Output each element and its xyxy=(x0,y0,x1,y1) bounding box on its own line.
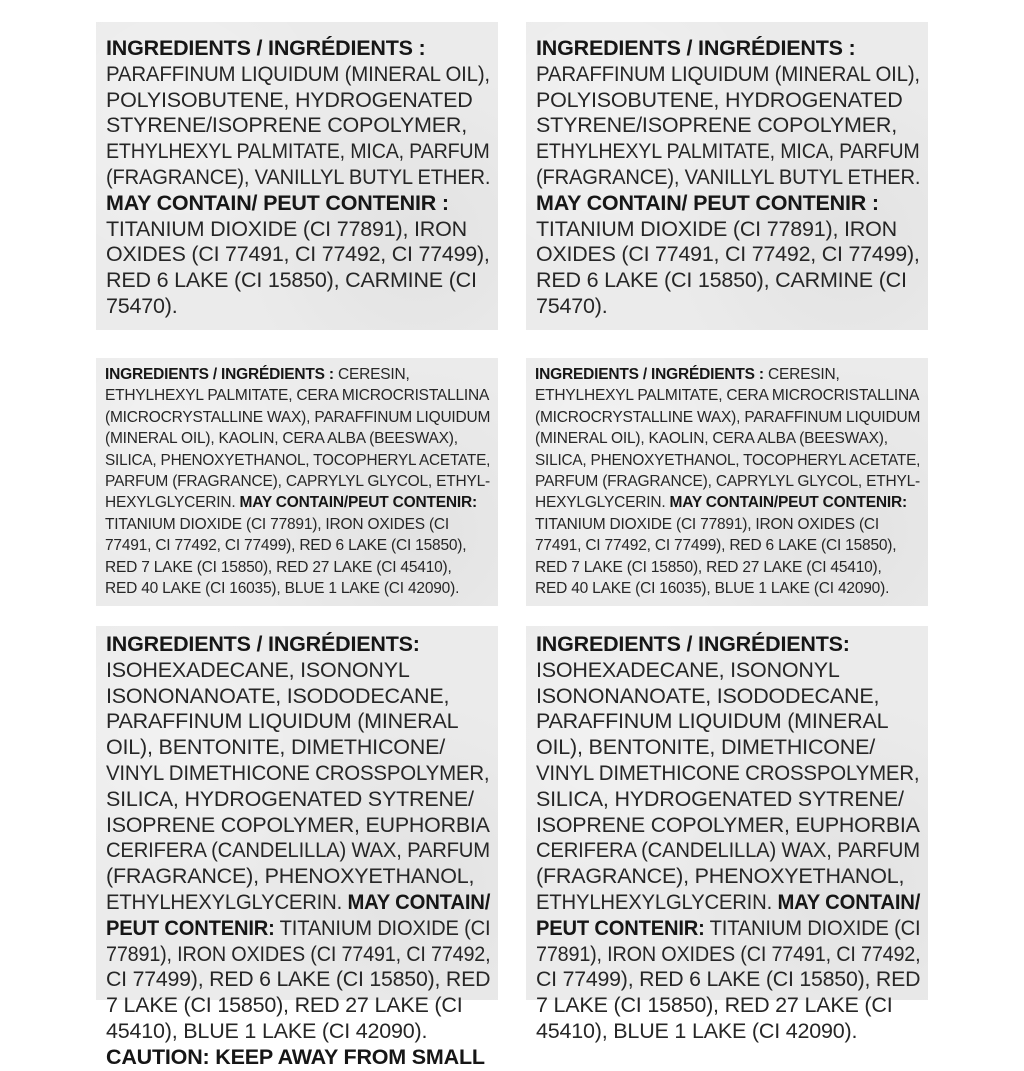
ingredients-panel-top-right xyxy=(526,22,928,330)
ingredient-line xyxy=(106,36,490,62)
ingredient-line xyxy=(536,632,920,658)
ingredient-text: SILICA, PHENOXYETHANOL, TOCOPHERYL ACETATE, xyxy=(535,451,921,469)
ingredient-text: CI 77499), RED 6 LAKE (CI 15850), RED xyxy=(106,967,491,992)
ingredient-text: 75470). xyxy=(536,293,608,318)
ingredient-line xyxy=(536,709,920,735)
ingredient-text: PARAFFINUM LIQUIDUM (MINERAL xyxy=(536,709,889,734)
ingredient-text: RED 40 LAKE (CI 16035), BLUE 1 LAKE (CI 42090). xyxy=(535,580,890,598)
ingredient-line xyxy=(536,268,920,294)
ingredient-text: HEXYLGLYCERIN. xyxy=(105,494,240,512)
ingredient-text: CERESIN, xyxy=(333,366,410,383)
ingredient-text: RED 7 LAKE (CI 15850), RED 27 LAKE (CI 45410), xyxy=(105,558,452,576)
ingredient-line xyxy=(106,838,490,864)
ingredient-text: ETHYLHEXYL PALMITATE, CERA MICROCRISTALLINA xyxy=(535,387,920,405)
ingredient-line xyxy=(106,915,491,942)
ingredient-line xyxy=(105,450,491,471)
ingredients-panel-middle-right xyxy=(526,358,928,606)
ingredient-line xyxy=(106,1045,490,1071)
ingredients-panel-bottom-left xyxy=(96,626,498,1069)
ingredient-line xyxy=(105,578,490,599)
ingredient-text: 45410), BLUE 1 LAKE (CI 42090). xyxy=(536,1018,858,1043)
ingredient-heading: INGREDIENTS / INGRÉDIENTS: xyxy=(106,632,420,656)
ingredient-line xyxy=(536,889,921,916)
ingredient-text: TITANIUM DIOXIDE (CI xyxy=(704,915,921,940)
ingredient-text: RED 6 LAKE (CI 15850), CARMINE (CI xyxy=(106,268,477,293)
ingredient-line xyxy=(536,864,920,890)
ingredients-panel-top-left xyxy=(96,22,498,330)
ingredient-text: PARFUM (FRAGRANCE), CAPRYLYL GLYCOL, ETHYL- xyxy=(535,473,921,491)
ingredient-heading: PEUT CONTENIR: xyxy=(106,915,275,940)
ingredient-line xyxy=(536,813,918,839)
ingredient-line xyxy=(106,684,490,710)
ingredient-text: TITANIUM DIOXIDE (CI xyxy=(274,915,491,940)
ingredient-text: OXIDES (CI 77491, CI 77492, CI 77499), xyxy=(536,242,920,267)
ingredient-line xyxy=(106,632,490,658)
ingredient-line xyxy=(105,428,490,449)
ingredient-line xyxy=(106,864,490,890)
ingredient-line xyxy=(535,492,920,513)
ingredient-line xyxy=(105,514,490,535)
ingredient-text: 7 LAKE (CI 15850), RED 27 LAKE (CI xyxy=(536,993,893,1018)
ingredient-line xyxy=(536,113,920,139)
ingredient-line xyxy=(105,364,490,385)
ingredient-text: ETHYLHEXYL PALMITATE, MICA, PARFUM xyxy=(536,139,920,164)
ingredient-heading: MAY CONTAIN/ PEUT CONTENIR : xyxy=(106,190,449,215)
ingredient-line xyxy=(536,191,920,217)
ingredient-line xyxy=(535,471,920,492)
ingredient-line xyxy=(536,941,921,968)
ingredient-heading: PEUT CONTENIR: xyxy=(536,915,705,940)
ingredient-line xyxy=(535,535,920,556)
ingredient-line xyxy=(106,941,491,968)
ingredient-line xyxy=(106,61,490,88)
ingredient-text: ISONONANOATE, ISODODECANE, xyxy=(536,683,880,708)
ingredient-line xyxy=(536,294,920,320)
ingredient-text: VINYL DIMETHICONE CROSSPOLYMER, xyxy=(536,760,920,785)
ingredient-line xyxy=(536,242,918,268)
ingredient-line xyxy=(106,268,490,294)
ingredient-line xyxy=(535,407,920,428)
ingredient-line xyxy=(106,1019,490,1045)
ingredient-line xyxy=(536,735,920,761)
ingredient-text: (FRAGRANCE), VANILLYL BUTYL ETHER. xyxy=(536,164,921,189)
ingredient-line xyxy=(535,385,920,406)
ingredient-line xyxy=(106,760,490,787)
ingredient-text: 77891), IRON OXIDES (CI 77491, CI 77492, xyxy=(536,941,921,966)
ingredient-text: POLYISOBUTENE, HYDROGENATED xyxy=(106,87,473,112)
ingredient-heading: MAY CONTAIN/PEUT CONTENIR: xyxy=(239,494,477,512)
ingredient-text: CI 77499), RED 6 LAKE (CI 15850), RED xyxy=(536,967,921,992)
ingredients-text xyxy=(105,364,490,599)
ingredient-text: ISOHEXADECANE, ISONONYL xyxy=(536,657,840,682)
ingredient-line xyxy=(536,164,921,191)
ingredient-text: OXIDES (CI 77491, CI 77492, CI 77499), xyxy=(106,242,490,267)
ingredient-line xyxy=(106,217,490,243)
ingredient-line xyxy=(106,889,491,916)
ingredient-line xyxy=(536,787,920,813)
ingredient-line xyxy=(106,787,490,813)
ingredient-text: 77891), IRON OXIDES (CI 77491, CI 77492, xyxy=(106,941,491,966)
ingredient-text: ISOPRENE COPOLYMER, EUPHORBIA xyxy=(106,812,490,837)
ingredient-line xyxy=(106,658,490,684)
ingredients-text xyxy=(106,36,490,320)
ingredient-line xyxy=(105,407,490,428)
ingredient-text: 7 LAKE (CI 15850), RED 27 LAKE (CI xyxy=(106,993,463,1018)
ingredient-heading: INGREDIENTS / INGRÉDIENTS : xyxy=(105,366,334,383)
ingredient-text: OIL), BENTONITE, DIMETHICONE/ xyxy=(106,735,446,760)
ingredient-text: TITANIUM DIOXIDE (CI 77891), IRON OXIDES (CI xyxy=(535,515,880,533)
ingredient-text: PARFUM (FRAGRANCE), CAPRYLYL GLYCOL, ETHYL- xyxy=(105,473,491,491)
ingredient-line xyxy=(535,514,920,535)
ingredient-text: PARAFFINUM LIQUIDUM (MINERAL OIL), xyxy=(536,61,920,86)
ingredient-heading: MAY CONTAIN/PEUT CONTENIR: xyxy=(669,494,907,512)
ingredients-text xyxy=(106,632,490,1071)
ingredient-line xyxy=(536,993,920,1019)
ingredient-heading: INGREDIENTS / INGRÉDIENTS: xyxy=(536,632,850,656)
ingredient-text: (MINERAL OIL), KAOLIN, CERA ALBA (BEESWAX), xyxy=(535,430,888,448)
ingredient-line xyxy=(536,139,920,165)
ingredients-text xyxy=(536,632,920,1045)
ingredient-heading: INGREDIENTS / INGRÉDIENTS : xyxy=(535,366,764,383)
ingredient-line xyxy=(536,1019,920,1045)
ingredient-line xyxy=(106,294,490,320)
ingredient-line xyxy=(106,191,490,217)
ingredient-line xyxy=(106,993,490,1019)
ingredient-text: ISONONANOATE, ISODODECANE, xyxy=(106,683,450,708)
ingredient-line xyxy=(105,557,490,578)
ingredient-text: 77491, CI 77492, CI 77499), RED 6 LAKE (CI 15850), xyxy=(535,537,897,555)
ingredient-line xyxy=(106,967,491,993)
ingredient-line xyxy=(536,760,920,787)
ingredient-line xyxy=(106,164,491,191)
ingredient-line xyxy=(106,242,488,268)
ingredient-line xyxy=(105,535,490,556)
ingredient-text: ETHYLHEXYLGLYCERIN. xyxy=(536,889,778,914)
ingredient-text: CERIFERA (CANDELILLA) WAX, PARFUM xyxy=(106,838,490,863)
ingredient-text: SILICA, HYDROGENATED SYTRENE/ xyxy=(106,786,474,811)
ingredient-line xyxy=(106,813,488,839)
ingredient-heading: INGREDIENTS / INGRÉDIENTS : xyxy=(536,36,856,60)
ingredients-panel-bottom-right xyxy=(526,626,928,1043)
ingredient-line xyxy=(536,915,921,942)
ingredient-text: (FRAGRANCE), PHENOXYETHANOL, xyxy=(536,864,905,889)
ingredient-text: PARAFFINUM LIQUIDUM (MINERAL OIL), xyxy=(106,61,490,86)
ingredient-line xyxy=(535,428,920,449)
ingredient-text: PARAFFINUM LIQUIDUM (MINERAL xyxy=(106,709,459,734)
ingredients-text xyxy=(535,364,920,599)
ingredient-text: TITANIUM DIOXIDE (CI 77891), IRON OXIDES (CI xyxy=(105,515,450,533)
ingredient-text: RED 6 LAKE (CI 15850), CARMINE (CI xyxy=(536,268,907,293)
ingredient-text: 45410), BLUE 1 LAKE (CI 42090). xyxy=(106,1018,428,1043)
ingredient-heading: CAUTION: KEEP AWAY FROM SMALL xyxy=(106,1044,485,1069)
ingredient-line xyxy=(535,364,920,385)
ingredient-text: ETHYLHEXYL PALMITATE, CERA MICROCRISTALLINA xyxy=(105,387,490,405)
ingredient-line xyxy=(105,492,490,513)
ingredient-line xyxy=(106,113,490,139)
ingredient-text: ISOHEXADECANE, ISONONYL xyxy=(106,657,410,682)
ingredient-line xyxy=(536,61,920,88)
ingredient-line xyxy=(535,557,920,578)
ingredient-text: STYRENE/ISOPRENE COPOLYMER, xyxy=(106,113,467,138)
ingredient-text: ETHYLHEXYLGLYCERIN. xyxy=(106,889,348,914)
ingredient-line xyxy=(536,838,920,864)
ingredient-line xyxy=(105,471,490,492)
ingredient-line xyxy=(106,88,490,114)
ingredient-text: SILICA, HYDROGENATED SYTRENE/ xyxy=(536,786,904,811)
ingredient-heading: INGREDIENTS / INGRÉDIENTS : xyxy=(106,36,426,60)
ingredient-line xyxy=(536,658,920,684)
ingredient-heading: MAY CONTAIN/ xyxy=(777,889,921,914)
ingredient-text: TITANIUM DIOXIDE (CI 77891), IRON xyxy=(536,216,897,241)
ingredients-text xyxy=(536,36,920,320)
ingredient-line xyxy=(535,578,920,599)
ingredient-text: (MICROCRYSTALLINE WAX), PARAFFINUM LIQUIDUM xyxy=(535,408,921,426)
ingredient-text: RED 40 LAKE (CI 16035), BLUE 1 LAKE (CI 42090). xyxy=(105,580,460,598)
ingredient-text: SILICA, PHENOXYETHANOL, TOCOPHERYL ACETATE, xyxy=(105,451,491,469)
ingredient-line xyxy=(536,684,920,710)
ingredient-heading: MAY CONTAIN/ PEUT CONTENIR : xyxy=(536,190,879,215)
ingredient-line xyxy=(536,967,921,993)
ingredient-line xyxy=(536,88,920,114)
ingredient-text: ISOPRENE COPOLYMER, EUPHORBIA xyxy=(536,812,920,837)
ingredient-text: 77491, CI 77492, CI 77499), RED 6 LAKE (CI 15850), xyxy=(105,537,467,555)
ingredient-line xyxy=(536,36,920,62)
ingredient-text: CERESIN, xyxy=(763,366,840,383)
ingredient-line xyxy=(106,709,490,735)
ingredient-text: (MICROCRYSTALLINE WAX), PARAFFINUM LIQUIDUM xyxy=(105,408,491,426)
ingredient-text: TITANIUM DIOXIDE (CI 77891), IRON xyxy=(106,216,467,241)
ingredient-text: 75470). xyxy=(106,293,178,318)
ingredients-panel-middle-left xyxy=(96,358,498,606)
ingredient-text: STYRENE/ISOPRENE COPOLYMER, xyxy=(536,113,897,138)
ingredient-text: OIL), BENTONITE, DIMETHICONE/ xyxy=(536,735,876,760)
ingredient-text: POLYISOBUTENE, HYDROGENATED xyxy=(536,87,903,112)
ingredient-line xyxy=(535,450,921,471)
ingredient-heading: MAY CONTAIN/ xyxy=(347,889,491,914)
ingredient-line xyxy=(106,139,490,165)
ingredient-text: VINYL DIMETHICONE CROSSPOLYMER, xyxy=(106,760,490,785)
ingredient-line xyxy=(105,385,490,406)
ingredient-text: (MINERAL OIL), KAOLIN, CERA ALBA (BEESWAX), xyxy=(105,430,458,448)
ingredient-text: CERIFERA (CANDELILLA) WAX, PARFUM xyxy=(536,838,920,863)
ingredient-text: ETHYLHEXYL PALMITATE, MICA, PARFUM xyxy=(106,139,490,164)
ingredient-text: HEXYLGLYCERIN. xyxy=(535,494,670,512)
ingredient-text: (FRAGRANCE), PHENOXYETHANOL, xyxy=(106,864,475,889)
ingredient-line xyxy=(106,735,490,761)
ingredient-text: RED 7 LAKE (CI 15850), RED 27 LAKE (CI 45410), xyxy=(535,558,882,576)
ingredient-line xyxy=(536,217,920,243)
ingredient-text: (FRAGRANCE), VANILLYL BUTYL ETHER. xyxy=(106,164,491,189)
